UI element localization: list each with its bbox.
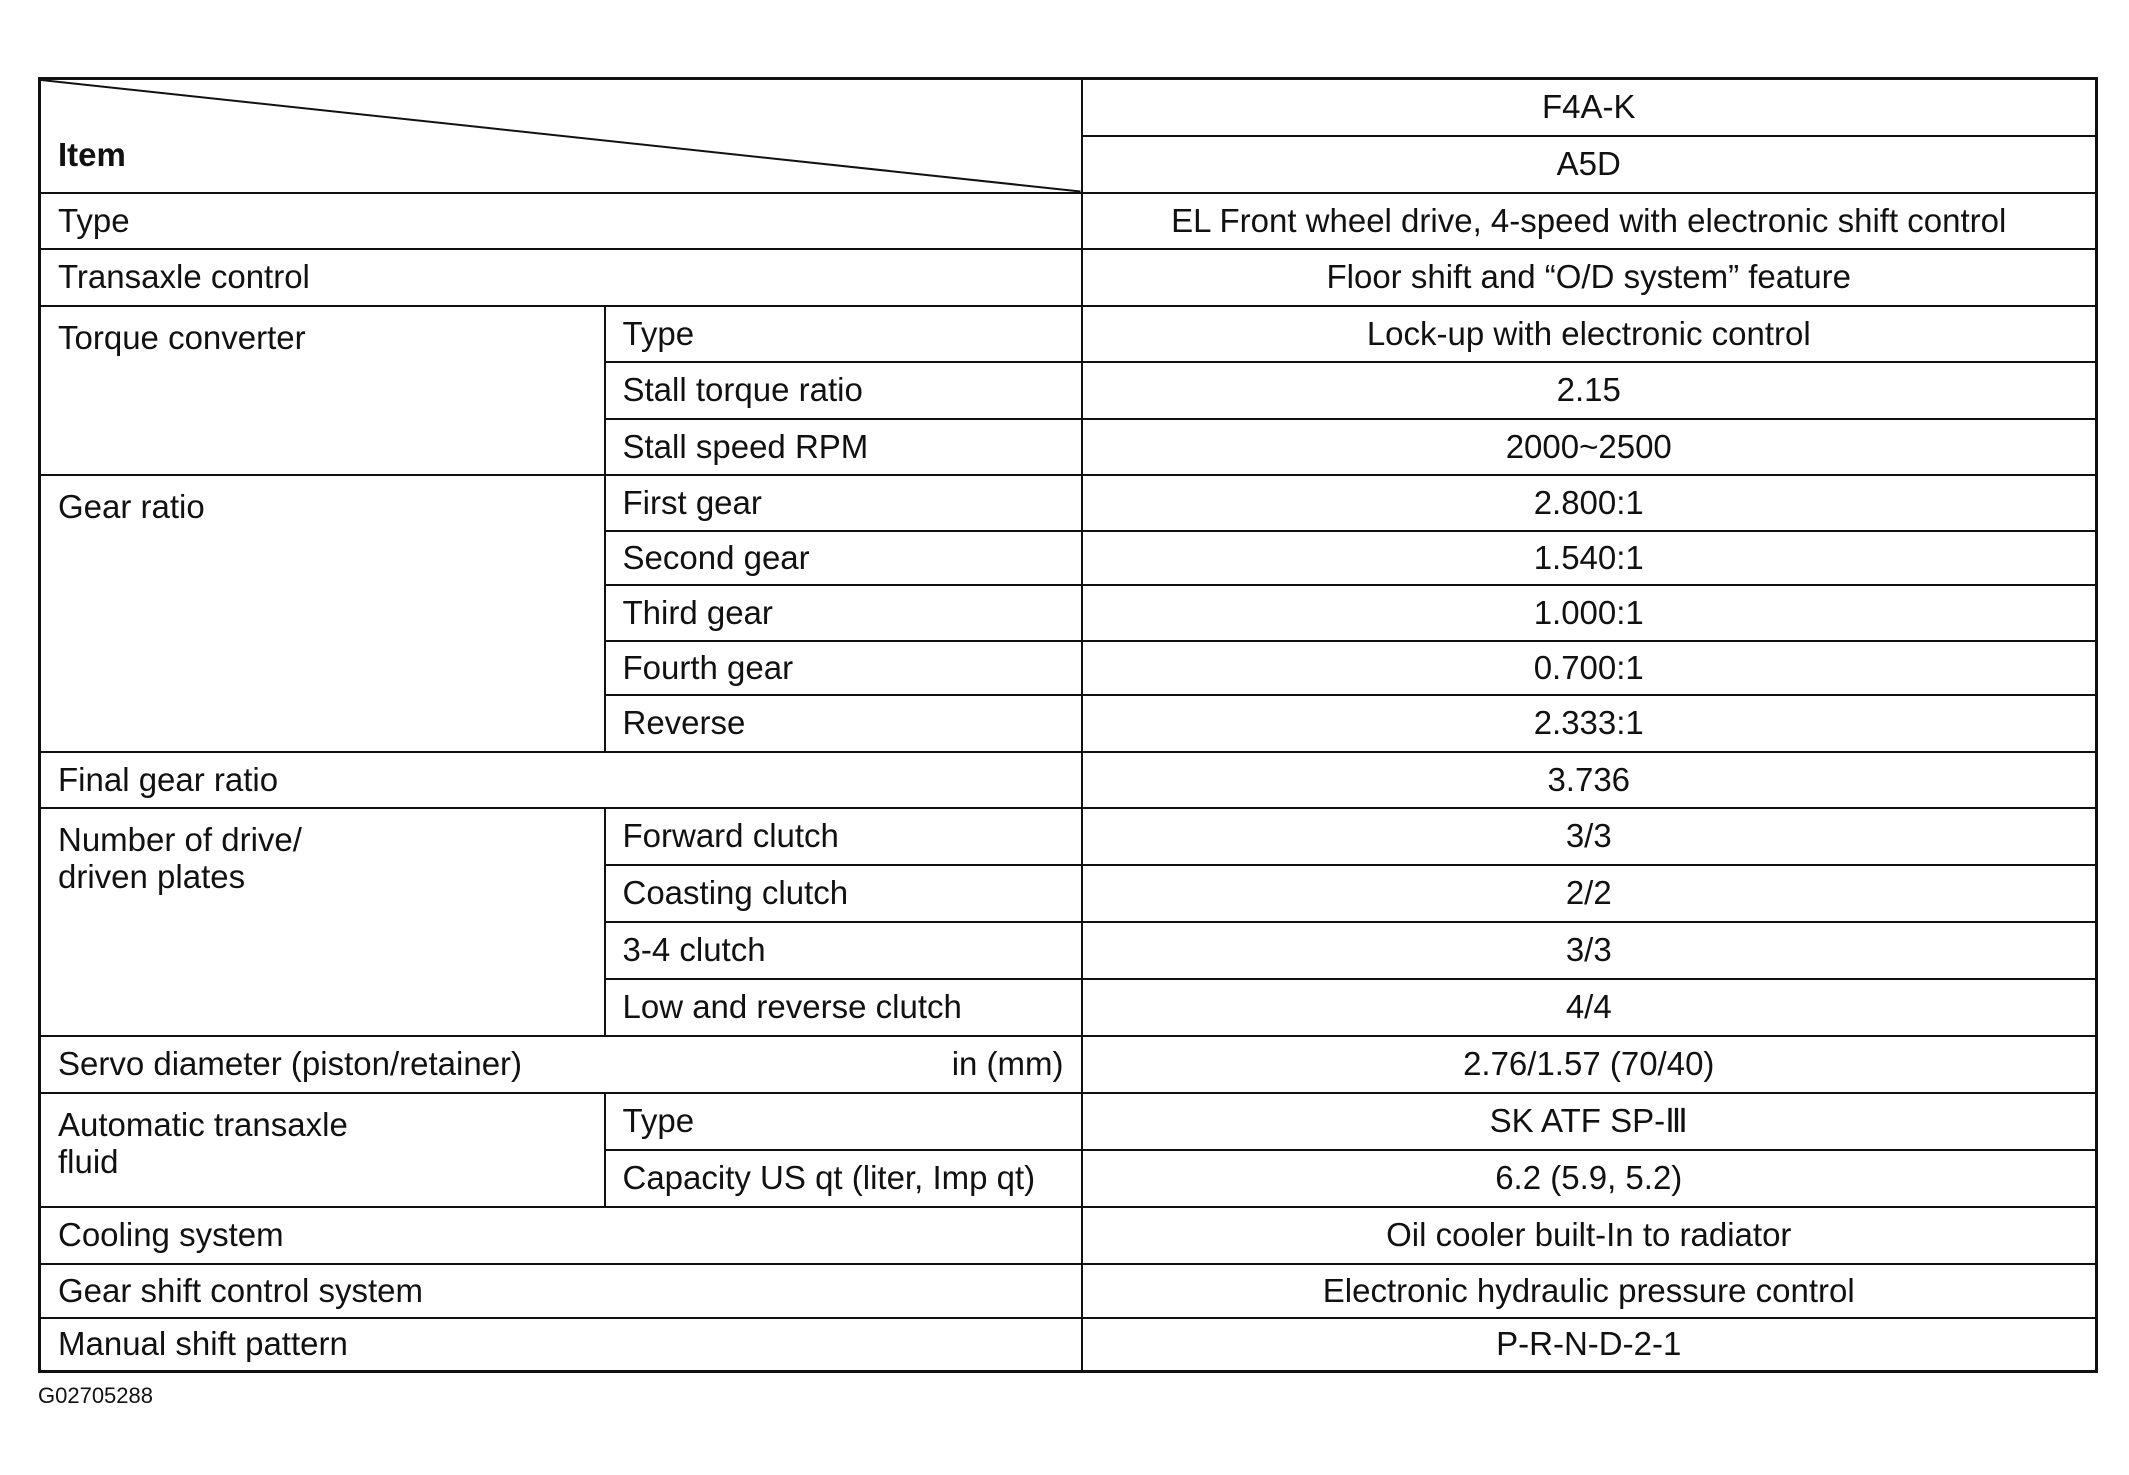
sub-label-coasting-clutch: Coasting clutch — [605, 865, 1082, 922]
sub-label-reverse: Reverse — [605, 695, 1082, 752]
sub-value-second-gear: 1.540:1 — [1082, 531, 2097, 585]
sub-label-fluid-type: Type — [605, 1093, 1082, 1150]
table-row — [40, 1093, 2097, 1150]
table-row — [40, 1036, 2097, 1093]
model-name-2: A5D — [1082, 136, 2097, 193]
table-row — [40, 475, 2097, 531]
sub-value-fluid-type: SK ATF SP-Ⅲ — [1082, 1093, 2097, 1150]
row-label-servo — [40, 1036, 1082, 1093]
sub-value-forward-clutch: 3/3 — [1082, 808, 2097, 865]
sub-value-fourth-gear: 0.700:1 — [1082, 641, 2097, 695]
sub-label-third-gear: Third gear — [605, 585, 1082, 641]
row-label-cooling: Cooling system — [40, 1207, 1082, 1264]
fluid-label-line-1: Automatic transaxle — [58, 1105, 348, 1143]
table-row — [40, 1207, 2097, 1264]
specification-table — [38, 77, 2098, 1373]
sub-label-first-gear: First gear — [605, 475, 1082, 531]
row-label-type: Type — [40, 193, 1082, 249]
group-label-fluid — [40, 1093, 605, 1207]
sub-value-third-gear: 1.000:1 — [1082, 585, 2097, 641]
sub-value-reverse: 2.333:1 — [1082, 695, 2097, 752]
diagonal-divider — [41, 80, 1081, 192]
sub-label-stall-torque-ratio: Stall torque ratio — [605, 362, 1082, 419]
table-row — [40, 752, 2097, 808]
sub-value-first-gear: 2.800:1 — [1082, 475, 2097, 531]
sub-label-fourth-gear: Fourth gear — [605, 641, 1082, 695]
sub-value-stall-speed: 2000~2500 — [1082, 419, 2097, 475]
row-value-final-gear-ratio: 3.736 — [1082, 752, 2097, 808]
table-row — [40, 249, 2097, 306]
sub-value-coasting-clutch: 2/2 — [1082, 865, 2097, 922]
model-name-1: F4A-K — [1082, 79, 2097, 136]
sub-label-stall-speed: Stall speed RPM — [605, 419, 1082, 475]
row-value-cooling: Oil cooler built-In to radiator — [1082, 1207, 2097, 1264]
plates-label-line-1: Number of drive/ — [58, 820, 302, 858]
row-label-manual-shift: Manual shift pattern — [40, 1318, 1082, 1372]
group-label-gear-ratio: Gear ratio — [40, 475, 605, 752]
sub-value-tc-type: Lock-up with electronic control — [1082, 306, 2097, 362]
table-row — [40, 808, 2097, 865]
table-row — [40, 1264, 2097, 1318]
sub-value-3-4-clutch: 3/3 — [1082, 922, 2097, 979]
servo-unit: in (mm) — [951, 1045, 1064, 1083]
row-value-transaxle-control: Floor shift and “O/D system” feature — [1082, 249, 2097, 306]
servo-label: Servo diameter (piston/retainer) — [58, 1045, 523, 1083]
row-label-final-gear-ratio: Final gear ratio — [40, 752, 1082, 808]
item-header-cell — [40, 79, 1082, 193]
sub-label-forward-clutch: Forward clutch — [605, 808, 1082, 865]
row-label-gear-shift: Gear shift control system — [40, 1264, 1082, 1318]
item-header-label: Item — [58, 135, 126, 173]
figure-id: G02705288 — [38, 1383, 153, 1408]
table-row — [40, 1318, 2097, 1372]
sub-label-second-gear: Second gear — [605, 531, 1082, 585]
row-value-type: EL Front wheel drive, 4-speed with electronic shift control — [1082, 193, 2097, 249]
sub-label-3-4-clutch: 3-4 clutch — [605, 922, 1082, 979]
fluid-label-line-2: fluid — [58, 1143, 119, 1181]
sub-value-low-reverse-clutch: 4/4 — [1082, 979, 2097, 1036]
plates-label-line-2: driven plates — [58, 858, 246, 896]
row-value-gear-shift: Electronic hydraulic pressure control — [1082, 1264, 2097, 1318]
row-value-manual-shift: P-R-N-D-2-1 — [1082, 1318, 2097, 1372]
table-row — [40, 306, 2097, 362]
group-label-plates — [40, 808, 605, 1036]
group-label-torque-converter: Torque converter — [40, 306, 605, 475]
header-row — [40, 79, 2097, 136]
sub-label-low-reverse-clutch: Low and reverse clutch — [605, 979, 1082, 1036]
row-value-servo: 2.76/1.57 (70/40) — [1082, 1036, 2097, 1093]
sub-label-capacity: Capacity US qt (liter, Imp qt) — [605, 1150, 1082, 1207]
sub-value-capacity: 6.2 (5.9, 5.2) — [1082, 1150, 2097, 1207]
row-label-transaxle-control: Transaxle control — [40, 249, 1082, 306]
sub-value-stall-torque-ratio: 2.15 — [1082, 362, 2097, 419]
sub-label-tc-type: Type — [605, 306, 1082, 362]
table-row — [40, 193, 2097, 249]
